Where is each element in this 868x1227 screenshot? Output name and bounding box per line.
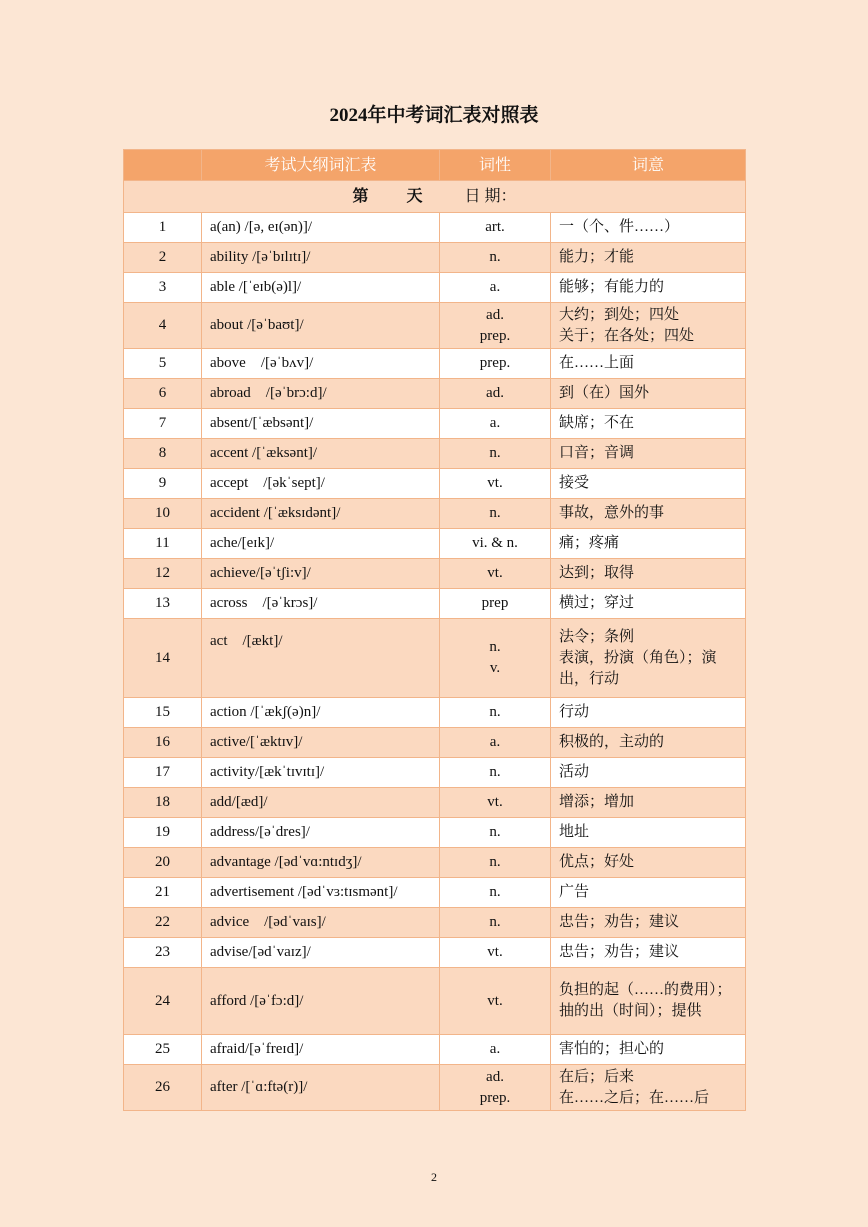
row-part-of-speech xyxy=(440,213,551,243)
row-number: 9 xyxy=(124,469,202,499)
pos-line: n. xyxy=(489,445,501,461)
row-meaning xyxy=(551,1035,746,1065)
row-part-of-speech xyxy=(440,409,551,439)
meaning-line: 增添；增加 xyxy=(559,794,635,810)
row-meaning xyxy=(551,469,746,499)
row-part-of-speech xyxy=(440,1035,551,1065)
row-word: ability /[əˈbɪlɪtɪ]/ xyxy=(202,243,440,273)
row-word: able /[ˈeɪb(ə)l]/ xyxy=(202,273,440,303)
row-word: accent /[ˈæksənt]/ xyxy=(202,439,440,469)
row-part-of-speech xyxy=(440,968,551,1035)
row-word: action /[ˈækʃ(ə)n]/ xyxy=(202,698,440,728)
table-row xyxy=(124,559,746,589)
row-number: 19 xyxy=(124,818,202,848)
pos-line: n. xyxy=(489,639,501,655)
row-part-of-speech xyxy=(440,758,551,788)
row-meaning xyxy=(551,499,746,529)
table-row xyxy=(124,848,746,878)
row-word: accept /[əkˈsept]/ xyxy=(202,469,440,499)
row-meaning xyxy=(551,938,746,968)
meaning-line: 忠告；劝告；建议 xyxy=(559,914,680,930)
pos-line: prep. xyxy=(479,1089,511,1106)
pos-line: a. xyxy=(489,734,501,750)
meaning-line: 优点；好处 xyxy=(559,854,635,870)
meaning-line: 能够；有能力的 xyxy=(559,279,665,295)
row-number: 11 xyxy=(124,529,202,559)
row-number: 1 xyxy=(124,213,202,243)
day-date-row xyxy=(124,181,746,213)
row-meaning xyxy=(551,559,746,589)
row-number: 2 xyxy=(124,243,202,273)
row-word: afford /[əˈfɔ:d]/ xyxy=(202,968,440,1035)
meaning-line: 缺席；不在 xyxy=(559,415,635,431)
row-part-of-speech xyxy=(440,499,551,529)
row-word: accident /[ˈæksɪdənt]/ xyxy=(202,499,440,529)
row-number: 18 xyxy=(124,788,202,818)
table-row xyxy=(124,409,746,439)
pos-line: vt. xyxy=(487,944,503,960)
row-part-of-speech xyxy=(440,619,551,698)
row-meaning xyxy=(551,848,746,878)
row-number: 17 xyxy=(124,758,202,788)
pos-line: a. xyxy=(489,279,501,295)
table-row xyxy=(124,788,746,818)
meaning-line: 活动 xyxy=(559,764,590,780)
meaning-line: 一（个、件……） xyxy=(559,219,680,235)
table-row xyxy=(124,758,746,788)
row-part-of-speech xyxy=(440,878,551,908)
row-number: 4 xyxy=(124,303,202,349)
table-row xyxy=(124,818,746,848)
meaning-line: 负担的起（……的费用）；抽的出（时间）；提供 xyxy=(559,982,732,1019)
meaning-line: 口音；音调 xyxy=(559,445,635,461)
row-meaning xyxy=(551,303,746,349)
pos-line: n. xyxy=(489,854,501,870)
meaning-line: 害怕的；担心的 xyxy=(559,1041,665,1057)
row-number: 24 xyxy=(124,968,202,1035)
table-row xyxy=(124,349,746,379)
row-meaning xyxy=(551,619,746,698)
meaning-line: 横过；穿过 xyxy=(559,595,635,611)
table-header-row xyxy=(124,150,746,181)
row-part-of-speech xyxy=(440,848,551,878)
row-word: abroad /[əˈbrɔ:d]/ xyxy=(202,379,440,409)
meaning-line: 在后；后来 xyxy=(559,1068,635,1085)
page-number: 2 xyxy=(431,1170,437,1184)
row-number: 21 xyxy=(124,878,202,908)
row-number: 16 xyxy=(124,728,202,758)
row-number: 3 xyxy=(124,273,202,303)
table-row xyxy=(124,908,746,938)
pos-line: vt. xyxy=(487,794,503,810)
row-word: ache/[eɪk]/ xyxy=(202,529,440,559)
day-label-first: 第 xyxy=(352,188,369,205)
table-row xyxy=(124,469,746,499)
pos-line: vt. xyxy=(487,565,503,581)
row-number: 10 xyxy=(124,499,202,529)
pos-line: vt. xyxy=(487,992,503,1009)
row-number: 25 xyxy=(124,1035,202,1065)
row-meaning xyxy=(551,273,746,303)
row-part-of-speech xyxy=(440,1065,551,1111)
row-number: 22 xyxy=(124,908,202,938)
pos-line: n. xyxy=(489,505,501,521)
pos-line: prep. xyxy=(479,327,511,344)
row-part-of-speech xyxy=(440,273,551,303)
table-row xyxy=(124,529,746,559)
meaning-line: 在……上面 xyxy=(559,355,635,371)
document-title: 2024年中考词汇表对照表 xyxy=(329,105,539,126)
pos-line: n. xyxy=(489,914,501,930)
row-part-of-speech xyxy=(440,349,551,379)
row-part-of-speech xyxy=(440,698,551,728)
row-word: address/[əˈdres]/ xyxy=(202,818,440,848)
pos-line: n. xyxy=(489,764,501,780)
table-row xyxy=(124,938,746,968)
table-row xyxy=(124,619,746,698)
meaning-line: 接受 xyxy=(559,475,590,491)
row-number: 14 xyxy=(124,619,202,698)
row-word: active/[ˈæktɪv]/ xyxy=(202,728,440,758)
pos-line: art. xyxy=(485,219,505,235)
row-meaning xyxy=(551,968,746,1035)
pos-line: ad. xyxy=(486,385,504,401)
vocabulary-table xyxy=(123,149,746,1111)
header-word: 考试大纲词汇表 xyxy=(202,150,440,181)
row-part-of-speech xyxy=(440,243,551,273)
row-word: achieve/[əˈtʃi:v]/ xyxy=(202,559,440,589)
meaning-line: 关于；在各处；四处 xyxy=(559,327,695,344)
table-row xyxy=(124,499,746,529)
table-row xyxy=(124,439,746,469)
meaning-line: 在……之后；在……后 xyxy=(559,1089,710,1106)
row-part-of-speech xyxy=(440,788,551,818)
table-row xyxy=(124,1035,746,1065)
header-number xyxy=(124,150,202,181)
header-meaning: 词意 xyxy=(551,150,746,181)
meaning-line: 法令；条例 xyxy=(559,628,635,645)
row-meaning xyxy=(551,439,746,469)
table-row xyxy=(124,243,746,273)
meaning-line: 事故，意外的事 xyxy=(559,505,665,521)
pos-line: v. xyxy=(489,660,501,676)
table-row xyxy=(124,698,746,728)
row-meaning xyxy=(551,908,746,938)
row-word: a(an) /[ə, eɪ(ən)]/ xyxy=(202,213,440,243)
row-meaning xyxy=(551,379,746,409)
row-meaning xyxy=(551,1065,746,1111)
row-word: add/[æd]/ xyxy=(202,788,440,818)
table-row xyxy=(124,273,746,303)
row-number: 8 xyxy=(124,439,202,469)
row-part-of-speech xyxy=(440,379,551,409)
pos-line: a. xyxy=(489,1041,501,1057)
row-meaning xyxy=(551,788,746,818)
row-number: 20 xyxy=(124,848,202,878)
date-label: 日 期： xyxy=(464,188,517,205)
pos-line: ad. xyxy=(486,1068,504,1085)
pos-line: ad. xyxy=(486,306,504,323)
row-part-of-speech xyxy=(440,469,551,499)
row-meaning xyxy=(551,758,746,788)
day-date-cell xyxy=(124,181,746,213)
pos-line: vt. xyxy=(487,475,503,491)
meaning-line: 达到；取得 xyxy=(559,565,635,581)
pos-line: n. xyxy=(489,884,501,900)
table-row xyxy=(124,303,746,349)
meaning-line: 广告 xyxy=(559,884,590,900)
pos-line: prep. xyxy=(479,355,511,371)
row-number: 15 xyxy=(124,698,202,728)
row-part-of-speech xyxy=(440,938,551,968)
pos-line: a. xyxy=(489,415,501,431)
table-row xyxy=(124,1065,746,1111)
row-word: after /[ˈɑ:ftə(r)]/ xyxy=(202,1065,440,1111)
pos-line: n. xyxy=(489,704,501,720)
table-row xyxy=(124,379,746,409)
meaning-line: 能力；才能 xyxy=(559,249,635,265)
row-meaning xyxy=(551,698,746,728)
table-row xyxy=(124,878,746,908)
row-part-of-speech xyxy=(440,589,551,619)
row-word: above /[əˈbʌv]/ xyxy=(202,349,440,379)
row-number: 23 xyxy=(124,938,202,968)
table-row xyxy=(124,728,746,758)
row-meaning xyxy=(551,349,746,379)
row-number: 6 xyxy=(124,379,202,409)
row-meaning xyxy=(551,878,746,908)
row-part-of-speech xyxy=(440,728,551,758)
row-word: advertisement /[ədˈvɜ:tɪsmənt]/ xyxy=(202,878,440,908)
row-word: absent/[ˈæbsənt]/ xyxy=(202,409,440,439)
row-word: across /[əˈkrɔs]/ xyxy=(202,589,440,619)
row-meaning xyxy=(551,409,746,439)
row-word: act /[ækt]/ xyxy=(202,619,440,698)
row-meaning xyxy=(551,589,746,619)
row-meaning xyxy=(551,818,746,848)
meaning-line: 积极的，主动的 xyxy=(559,734,665,750)
pos-line: n. xyxy=(489,824,501,840)
meaning-line: 地址 xyxy=(559,824,590,840)
row-meaning xyxy=(551,243,746,273)
row-number: 7 xyxy=(124,409,202,439)
table-row xyxy=(124,589,746,619)
meaning-line: 表演，扮演（角色）；演出，行动 xyxy=(559,649,717,687)
meaning-line: 忠告；劝告；建议 xyxy=(559,944,680,960)
meaning-line: 痛；疼痛 xyxy=(559,535,620,551)
table-row xyxy=(124,968,746,1035)
row-part-of-speech xyxy=(440,303,551,349)
row-word: afraid/[əˈfreɪd]/ xyxy=(202,1035,440,1065)
meaning-line: 行动 xyxy=(559,704,590,720)
row-word: advantage /[ədˈvɑ:ntɪdʒ]/ xyxy=(202,848,440,878)
row-part-of-speech xyxy=(440,559,551,589)
row-meaning xyxy=(551,213,746,243)
row-number: 13 xyxy=(124,589,202,619)
row-number: 12 xyxy=(124,559,202,589)
pos-line: prep xyxy=(481,595,509,611)
meaning-line: 大约；到处；四处 xyxy=(559,306,680,323)
row-word: about /[əˈbaʊt]/ xyxy=(202,303,440,349)
row-number: 5 xyxy=(124,349,202,379)
row-meaning xyxy=(551,728,746,758)
row-word: activity/[ækˈtɪvɪtɪ]/ xyxy=(202,758,440,788)
pos-line: n. xyxy=(489,249,501,265)
row-word: advice /[ədˈvaɪs]/ xyxy=(202,908,440,938)
row-part-of-speech xyxy=(440,529,551,559)
row-part-of-speech xyxy=(440,908,551,938)
row-part-of-speech xyxy=(440,818,551,848)
table-row xyxy=(124,213,746,243)
pos-line: vi. & n. xyxy=(472,535,518,551)
meaning-line: 到（在）国外 xyxy=(559,385,650,401)
day-label-day: 天 xyxy=(406,188,423,205)
row-word: advise/[ədˈvaɪz]/ xyxy=(202,938,440,968)
row-part-of-speech xyxy=(440,439,551,469)
row-meaning xyxy=(551,529,746,559)
header-part-of-speech: 词性 xyxy=(440,150,551,181)
row-number: 26 xyxy=(124,1065,202,1111)
